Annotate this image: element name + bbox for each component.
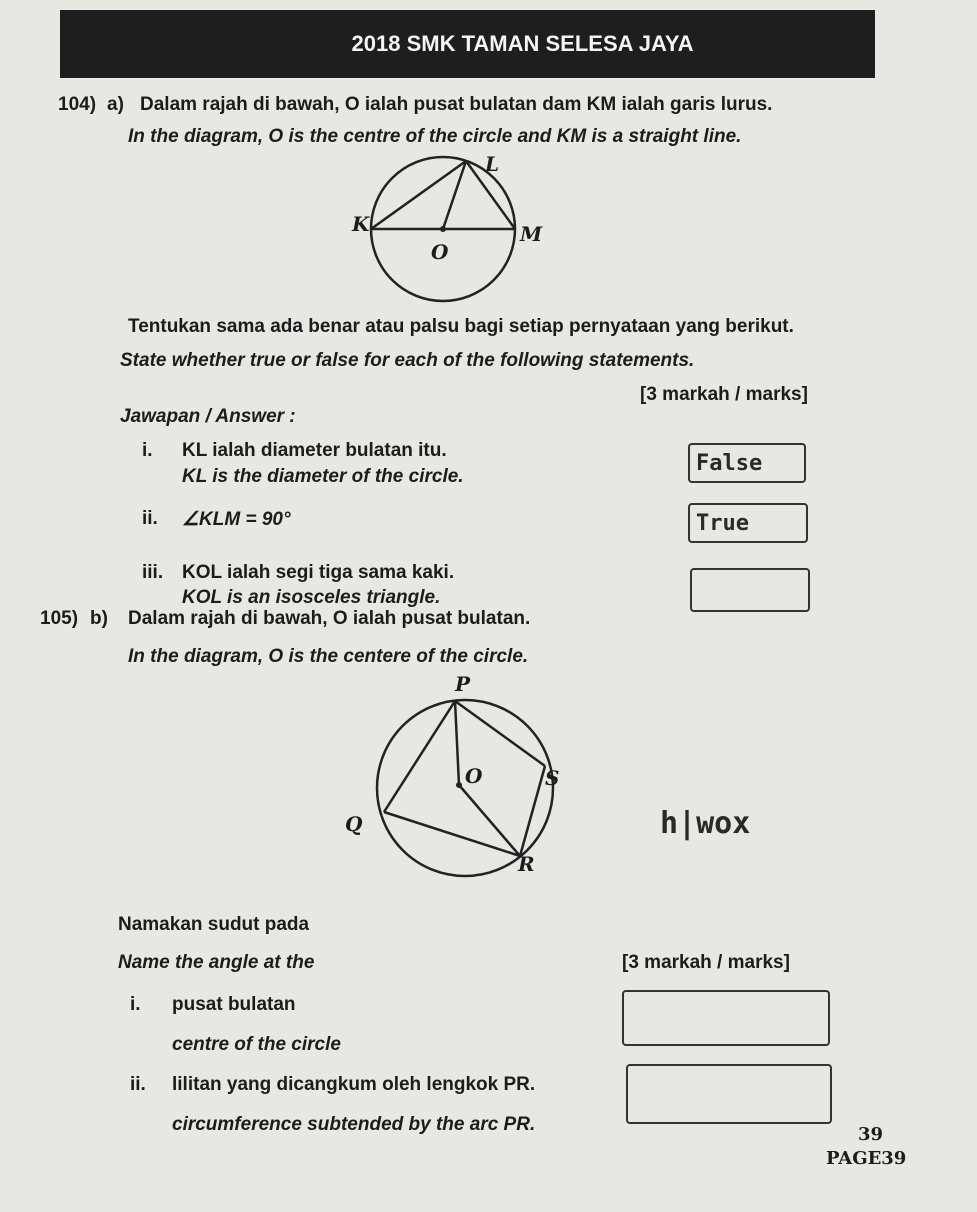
q105-number: 105) — [40, 608, 79, 629]
line-po — [455, 701, 459, 785]
q105-instruction-ms: Namakan sudut pada — [118, 914, 310, 935]
q105-intro-ms: Dalam rajah di bawah, O ialah pusat bulatan. — [128, 608, 531, 629]
q104-item-3-en: KOL is an isosceles triangle. — [182, 587, 441, 608]
q104-item-3-ms: KOL ialah segi tiga sama kaki. — [182, 562, 455, 583]
answer-2-text: True — [696, 511, 749, 536]
q104-instruction-en: State whether true or false for each of the following statements. — [120, 350, 695, 371]
q104-marks: [3 markah / marks] — [640, 384, 808, 405]
line-ps — [455, 701, 545, 766]
answer-label: Jawapan / Answer : — [120, 406, 296, 427]
q104-part: a) — [107, 94, 124, 115]
q105-item-1-ms: pusat bulatan — [172, 994, 296, 1015]
q104-item-2-num: ii. — [142, 508, 158, 529]
q104-item-1-en: KL is the diameter of the circle. — [182, 466, 464, 487]
q105-item-2-en: circumference subtended by the arc PR. — [172, 1114, 536, 1135]
q104-intro-en: In the diagram, O is the centre of the circle and KM is a straight line. — [128, 126, 742, 147]
label-o-2: O — [465, 764, 483, 788]
q105-part: b) — [90, 608, 108, 629]
q105-item-1-num: i. — [130, 994, 141, 1015]
q105-item-2-num: ii. — [130, 1074, 146, 1095]
centre-point-o — [440, 226, 446, 232]
answer-box-2[interactable] — [688, 503, 808, 543]
q104-intro-ms: Dalam rajah di bawah, O ialah pusat bulatan dam KM ialah garis lurus. — [140, 94, 773, 115]
handwritten-note: h|wox — [660, 806, 751, 841]
label-k: K — [352, 212, 370, 236]
circle-outline-2 — [377, 700, 553, 876]
label-s: S — [545, 766, 560, 790]
answer-box-1[interactable] — [688, 443, 806, 483]
q105-marks: [3 markah / marks] — [622, 952, 790, 973]
q105-intro-en: In the diagram, O is the centere of the circle. — [128, 646, 529, 667]
q104-instruction-ms: Tentukan sama ada benar atau palsu bagi setiap pernyataan yang berikut. — [128, 316, 794, 337]
label-q: Q — [345, 812, 363, 836]
label-m: M — [520, 222, 543, 246]
label-p: P — [455, 672, 471, 696]
answer-1-text: False — [696, 451, 763, 476]
header-bar — [60, 10, 875, 78]
page-label: PAGE39 — [826, 1148, 907, 1169]
q105-item-1-en: centre of the circle — [172, 1034, 341, 1055]
page-number: 39 — [858, 1124, 884, 1145]
centre-point-o-2 — [456, 782, 462, 788]
label-r: R — [518, 852, 535, 876]
answer-box-3[interactable] — [690, 568, 810, 612]
q104-item-1-num: i. — [142, 440, 153, 461]
q104-item-2-ms: ∠KLM = 90° — [182, 509, 291, 530]
label-o: O — [431, 240, 449, 264]
q104-number: 104) — [58, 94, 97, 115]
q104-item-1-ms: KL ialah diameter bulatan itu. — [182, 440, 447, 461]
q105-instruction-en: Name the angle at the — [118, 952, 315, 973]
label-l: L — [485, 152, 500, 176]
page-title: 2018 SMK TAMAN SELESA JAYA — [351, 31, 694, 56]
answer-box-5[interactable] — [626, 1064, 832, 1124]
q104-item-3-num: iii. — [142, 562, 164, 583]
q105-item-2-ms: lilitan yang dicangkum oleh lengkok PR. — [172, 1074, 536, 1095]
line-kl — [371, 161, 466, 229]
line-ol — [443, 161, 466, 229]
answer-box-4[interactable] — [622, 990, 830, 1046]
line-pq — [384, 701, 455, 812]
